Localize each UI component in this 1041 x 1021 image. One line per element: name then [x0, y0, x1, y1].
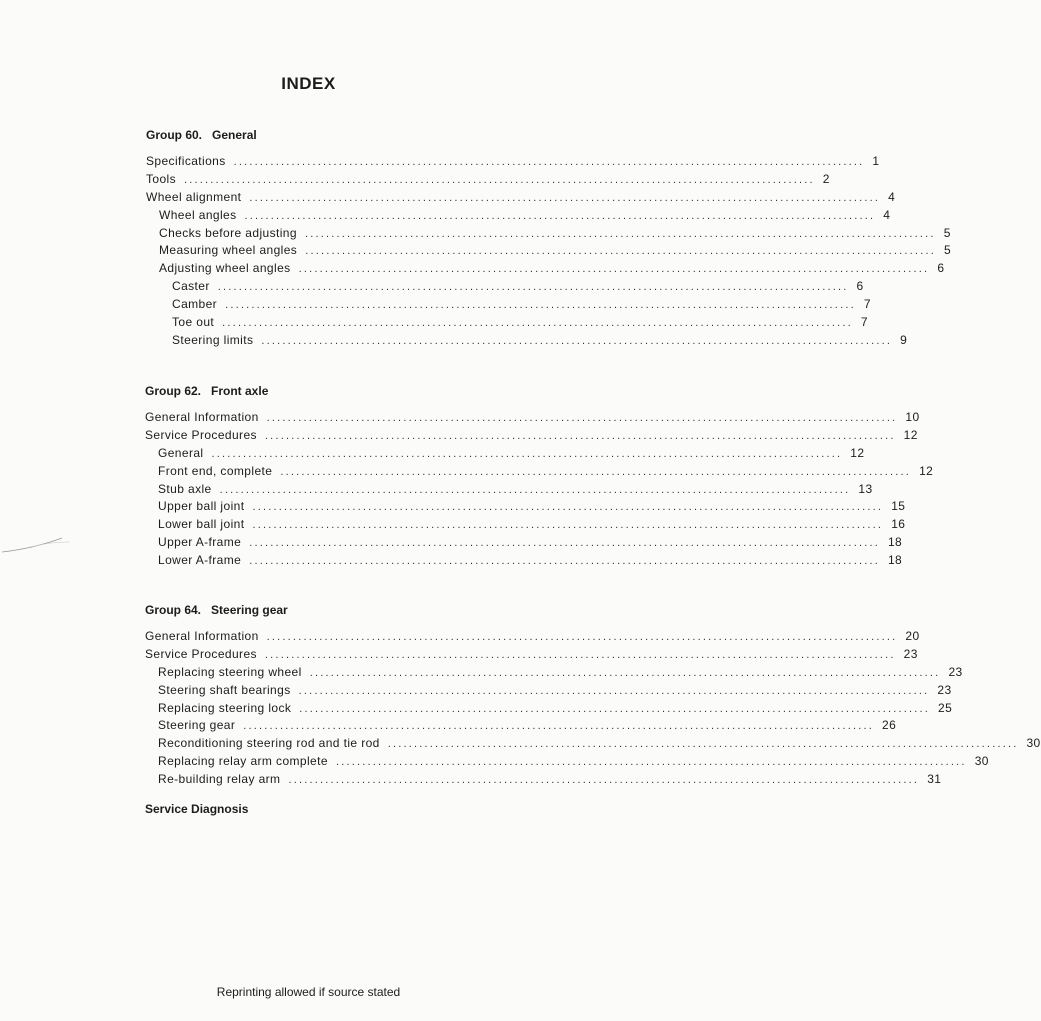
index-entry — [145, 700, 953, 718]
dot-leader: ........................................................................................................................ — [217, 281, 849, 294]
entry-page-number: 4 — [888, 189, 896, 204]
index-entry — [146, 225, 951, 243]
dot-leader: ........................................................................................................................ — [387, 738, 1019, 751]
entry-page-number: 10 — [905, 410, 920, 424]
entry-page-number: 25 — [938, 700, 953, 715]
entry-label: Steering limits — [172, 332, 254, 347]
index-entry — [145, 516, 906, 534]
dot-leader: ........................................................................................................................ — [335, 756, 967, 769]
entry-page-number: 1 — [872, 154, 880, 168]
group-heading — [145, 601, 505, 619]
dot-leader: ........................................................................................................................ — [305, 245, 936, 258]
entry-label: Adjusting wheel angles — [159, 261, 291, 276]
group-64 — [145, 601, 1041, 789]
entry-label: Camber — [172, 297, 218, 312]
index-entry — [145, 498, 906, 516]
entry-page-number: 5 — [943, 225, 951, 240]
service-diagnosis-heading: Service Diagnosis — [145, 802, 249, 816]
entry-label: General Information — [145, 410, 259, 424]
entry-label: Steering shaft bearings — [158, 682, 291, 697]
entry-page-number: 12 — [919, 463, 934, 478]
entry-page-number: 23 — [937, 682, 952, 697]
index-entry — [145, 628, 920, 646]
index-entry — [145, 682, 952, 700]
entry-page-number: 9 — [900, 332, 908, 347]
entry-page-number: 2 — [822, 171, 830, 186]
group-heading — [146, 126, 506, 144]
dot-leader: ........................................................................................................................ — [264, 429, 896, 442]
entry-label: Replacing steering lock — [158, 700, 292, 715]
entry-label: Steering gear — [158, 718, 236, 733]
entry-label: Measuring wheel angles — [159, 243, 298, 258]
index-entry — [146, 189, 896, 207]
entry-page-number: 15 — [891, 499, 906, 514]
entry-page-number: 18 — [887, 553, 903, 568]
entry-page-number: 23 — [903, 646, 918, 661]
index-entry — [145, 552, 903, 570]
group-number: Group 64. — [145, 603, 202, 617]
dot-leader: ........................................................................................................................ — [252, 519, 884, 532]
entry-label: Replacing relay arm complete — [158, 754, 328, 769]
entry-label: Stub axle — [158, 481, 212, 496]
index-entry — [145, 717, 897, 735]
dot-leader: ........................................................................................................................ — [309, 666, 941, 679]
entry-list — [146, 153, 952, 350]
dot-leader: ........................................................................................................................ — [249, 537, 880, 550]
group-name: General — [212, 128, 257, 142]
group-number: Group 60. — [146, 128, 203, 142]
entry-label: Upper A-frame — [158, 535, 242, 550]
entry-page-number: 7 — [860, 315, 868, 330]
dot-leader: ........................................................................................................................ — [280, 465, 912, 478]
entry-page-number: 16 — [891, 517, 906, 532]
entry-list — [145, 628, 1041, 789]
dot-leader: ........................................................................................................................ — [252, 501, 884, 514]
group-name: Front axle — [211, 384, 269, 398]
dot-leader: ........................................................................................................................ — [261, 334, 893, 347]
group-name: Steering gear — [211, 603, 288, 617]
entry-page-number: 12 — [903, 427, 918, 442]
entry-label: Service Procedures — [145, 427, 257, 442]
index-entry — [146, 332, 908, 350]
scan-mark — [0, 530, 90, 560]
group-62 — [145, 382, 934, 570]
entry-label: Front end, complete — [158, 463, 273, 478]
dot-leader: ........................................................................................................................ — [219, 483, 851, 496]
entry-label: Caster — [172, 279, 210, 294]
index-entry — [146, 207, 891, 225]
dot-leader: ........................................................................................................................ — [266, 631, 898, 643]
index-entry — [146, 242, 952, 260]
entry-page-number: 23 — [948, 664, 963, 679]
dot-leader: ........................................................................................................................ — [264, 648, 896, 661]
dot-leader: ........................................................................................................................ — [243, 720, 874, 733]
index-entry — [145, 664, 963, 682]
entry-label: Lower ball joint — [158, 517, 245, 532]
dot-leader: ........................................................................................................................ — [244, 209, 876, 222]
dot-leader: ........................................................................................................................ — [288, 774, 920, 787]
dot-leader: ........................................................................................................................ — [298, 263, 930, 276]
entry-page-number: 13 — [858, 481, 873, 496]
group-heading — [145, 382, 505, 400]
dot-leader: ........................................................................................................................ — [211, 447, 843, 460]
index-entry — [145, 409, 920, 427]
entry-label: Specifications — [146, 154, 226, 168]
index-entry — [145, 427, 918, 445]
entry-label: Toe out — [172, 315, 215, 330]
dot-leader: ........................................................................................................................ — [249, 555, 880, 568]
entry-page-number: 30 — [1026, 736, 1041, 751]
entry-label: Wheel alignment — [146, 189, 242, 204]
entry-page-number: 18 — [887, 535, 903, 550]
entry-page-number: 4 — [883, 207, 891, 222]
footer-note: Reprinting allowed if source stated — [216, 985, 401, 999]
entry-label: General — [158, 445, 204, 460]
entry-list — [145, 409, 934, 570]
index-entry — [145, 534, 903, 552]
entry-label: Upper ball joint — [158, 499, 245, 514]
index-entry — [145, 445, 865, 463]
entry-page-number: 26 — [882, 718, 897, 733]
entry-page-number: 5 — [943, 243, 952, 258]
dot-leader: ........................................................................................................................ — [184, 173, 815, 186]
entry-label: Reconditioning steering rod and tie rod — [158, 736, 380, 751]
dot-leader: ........................................................................................................................ — [233, 156, 865, 168]
index-entry — [146, 296, 871, 314]
index-entry — [145, 463, 934, 481]
dot-leader: ........................................................................................................................ — [266, 412, 898, 424]
entry-page-number: 31 — [927, 772, 942, 787]
entry-page-number: 6 — [937, 261, 945, 276]
entry-label: Re-building relay arm — [158, 772, 281, 787]
dot-leader: ........................................................................................................................ — [299, 702, 931, 715]
index-entry — [146, 153, 880, 171]
entry-page-number: 20 — [905, 629, 920, 643]
index-entry — [146, 260, 945, 278]
entry-label: Lower A-frame — [158, 553, 242, 568]
index-entry — [146, 278, 864, 296]
entry-page-number: 30 — [974, 754, 989, 769]
entry-label: Wheel angles — [159, 207, 237, 222]
entry-label: Tools — [146, 171, 177, 186]
index-entry — [145, 481, 873, 499]
dot-leader: ........................................................................................................................ — [304, 227, 936, 240]
entry-label: Replacing steering wheel — [158, 664, 302, 679]
entry-page-number: 12 — [850, 445, 865, 460]
index-entry — [145, 735, 1041, 753]
entry-label: Service Procedures — [145, 646, 257, 661]
entry-label: Checks before adjusting — [159, 225, 297, 240]
entry-page-number: 6 — [856, 279, 864, 294]
dot-leader: ........................................................................................................................ — [298, 684, 930, 697]
entry-page-number: 7 — [863, 297, 871, 312]
index-entry — [146, 171, 830, 189]
dot-leader: ........................................................................................................................ — [249, 191, 881, 204]
dot-leader: ........................................................................................................................ — [225, 299, 856, 312]
page-title: INDEX — [281, 74, 336, 93]
dot-leader: ........................................................................................................................ — [222, 317, 853, 330]
index-entry — [146, 314, 868, 332]
index-entry — [145, 753, 989, 771]
group-number: Group 62. — [145, 384, 202, 398]
group-60 — [146, 126, 952, 350]
index-entry — [145, 771, 942, 789]
index-entry — [145, 646, 918, 664]
entry-label: General Information — [145, 629, 259, 643]
